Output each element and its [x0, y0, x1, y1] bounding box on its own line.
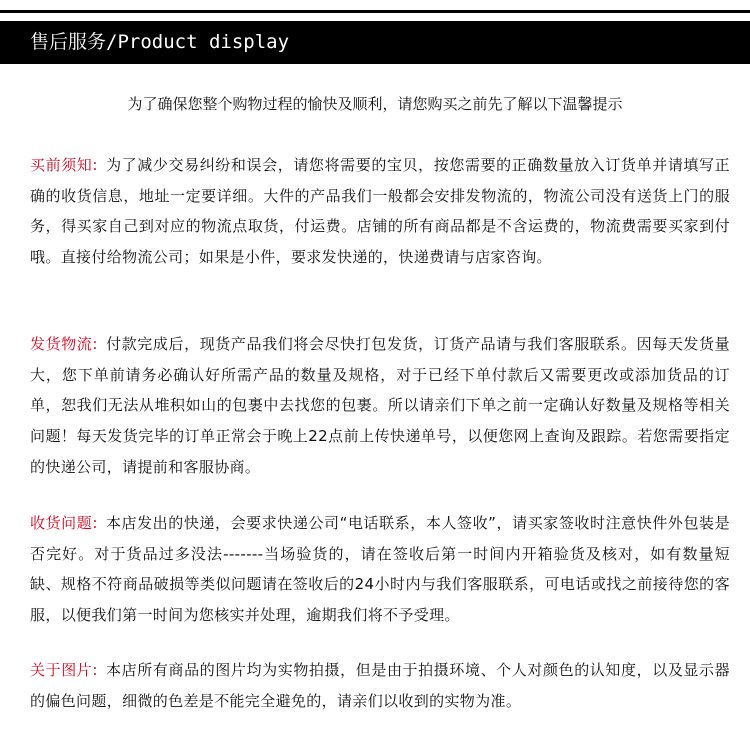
top-divider: [0, 10, 750, 13]
section-receiving-issues: [30, 508, 730, 631]
intro-text: 为了确保您整个购物过程的愉快及顺利，请您购买之前先了解以下温馨提示: [127, 95, 623, 113]
header-bar: [0, 21, 750, 64]
section-text: 本店所有商品的图片均为实物拍摄，但是由于拍摄环境、个人对颜色的认知度，以及显示器的偏色问题，细微的色差是不能完全避免的，请亲们以收到的实物为准。: [30, 661, 730, 710]
section-text: 为了减少交易纠纷和误会，请您将需要的宝贝，按您需要的正确数量放入订货单并请填写正确的收货信息，地址一定要详细。大件的产品我们一般都会安排发物流的，物流公司没有送货上门的服务，得买家自己到对应的物流点取货，付运费。店铺的所有商品都是不含运费的，物流费需要买家到付哦。直接付给物流公司；如果是小件，要求发快递的，快递费请与店家咨询。: [30, 156, 730, 267]
section-label: 收货问题:: [30, 514, 98, 532]
section-about-images: [30, 655, 730, 716]
header-title: 售后服务/Product display: [30, 31, 290, 53]
section-label: 发货物流:: [30, 335, 98, 353]
section-before-purchase: [30, 150, 730, 273]
section-text: 本店发出的快递，会要求快递公司“电话联系，本人签收”，请买家签收时注意快件外包装是否完好。对于货品过多没法-------当场验货的，请在签收后第一时间内开箱验货及核对，如有数量短缺、规格不符商品破损等类似问题请在签收后的24小时内与我们客服联系，可电话或找之前接待您的客服，以便我们第一时间为您核实并处理，逾期我们将不予受理。: [30, 514, 730, 625]
section-label: 买前须知:: [30, 156, 98, 174]
section-text: 付款完成后，现货产品我们将会尽快打包发货，订货产品请与我们客服联系。因每天发货量大，您下单前请务必确认好所需产品的数量及规格，对于已经下单付款后又需要更改或添加货品的订单，恕我们无法从堆积如山的包裹中去找您的包裹。所以请亲们下单之前一定确认好数量及规格等相关问题！每天发货完毕的订单正常会于晚上22点前上传快递单号，以便您网上查询及跟踪。若您需要指定的快递公司，请提前和客服协商。: [30, 335, 730, 476]
section-label: 关于图片:: [30, 661, 98, 679]
section-shipping-logistics: [30, 329, 730, 483]
